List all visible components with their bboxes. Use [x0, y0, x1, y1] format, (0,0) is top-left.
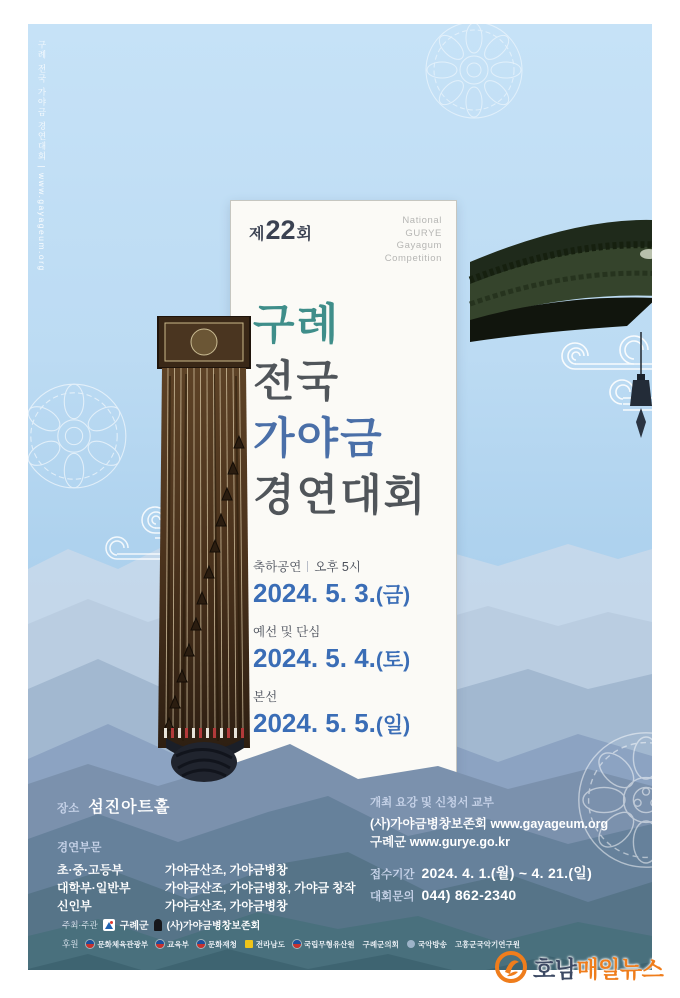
division-row [57, 879, 356, 897]
org-name: (사)가야금병창보존회 [370, 817, 488, 831]
org-name: 구례군 [370, 835, 407, 849]
poster [28, 24, 652, 970]
taegeuk-logo-icon [156, 940, 164, 948]
application-org-line [370, 815, 608, 833]
day-text: (토) [375, 649, 411, 672]
sponsor-name: 문화재청 [207, 939, 237, 949]
contact-value: 044) 862-2340 [421, 887, 517, 903]
application-info [370, 794, 608, 904]
jeonnam-logo-icon [245, 940, 253, 948]
day-text: (일) [375, 714, 411, 737]
application-org-line [370, 833, 608, 851]
organizers [62, 917, 520, 950]
edition-number: 22 [265, 215, 296, 245]
schedule-label-text: 축하공연 [253, 560, 302, 574]
day-text: (금) [375, 584, 411, 607]
sponsor-item [86, 939, 148, 950]
sponsor-item [363, 939, 399, 950]
sponsor-item [156, 939, 189, 950]
sponsor-name: 고흥군국악기연구원 [454, 939, 521, 949]
host-name: (사)가야금병창보존회 [166, 921, 261, 932]
venue-and-divisions [57, 794, 356, 915]
host-row [62, 917, 520, 932]
division-genres: 가야금산조, 가야금병창 [165, 899, 288, 913]
news-logo-icon [494, 950, 528, 984]
edition-label [249, 215, 312, 246]
news-watermark-text [533, 951, 663, 984]
panel-header [249, 215, 442, 265]
hanok-roof-image [455, 192, 652, 452]
venue-name: 섬진아트홀 [88, 799, 171, 816]
schedule-label-text: 예선 및 단심 [253, 625, 321, 639]
sponsor-name: 교육부 [167, 939, 189, 949]
title-line-1: 구례 [253, 302, 341, 349]
division-genres: 가야금산조, 가야금병창 [165, 863, 288, 877]
division-genres: 가야금산조, 가야금병창, 가야금 창작 [165, 881, 356, 895]
sponsor-row [62, 938, 520, 950]
division-row [57, 897, 356, 915]
venue-row [57, 794, 356, 817]
sponsor-item [245, 939, 285, 950]
title-line-4: 경연대회 [253, 473, 428, 520]
division-row [57, 861, 356, 879]
gurye-county-logo-icon [103, 919, 115, 931]
date-text: 2024. 5. 4. [253, 643, 376, 673]
period-label: 접수기간 [370, 869, 415, 881]
english-title-line: GURYE [405, 227, 442, 239]
english-title-line: Gayagum [396, 240, 442, 251]
sponsor-item [197, 939, 237, 950]
application-heading: 개최 요강 및 신청서 교부 [370, 797, 494, 809]
english-title-line: Competition [384, 252, 442, 264]
english-title-line: National [402, 215, 442, 226]
contact-label: 대회문의 [370, 891, 415, 903]
schedule-label-text: 본선 [253, 690, 278, 704]
division-name: 대학부·일반부 [57, 881, 131, 895]
venue-label: 장소 [57, 803, 80, 815]
taegeuk-logo-icon [293, 940, 301, 948]
sponsor-item [407, 939, 447, 950]
edition-suffix: 회 [296, 226, 312, 243]
date-text: 2024. 5. 3. [253, 578, 376, 608]
edition-prefix: 제 [249, 226, 265, 243]
division-name: 신인부 [57, 899, 92, 913]
host-name: 구례군 [119, 921, 149, 932]
schedule-sublabel-text: 오후 5시 [314, 560, 361, 574]
date-text: 2024. 5. 5. [253, 708, 376, 738]
sponsor-item [293, 939, 355, 950]
host-role-label: 주최·주관 [62, 919, 98, 930]
period-value: 2024. 4. 1.(월) ~ 4. 21.(일) [421, 865, 593, 881]
org-url: www.gurye.go.kr [409, 835, 510, 849]
org-url: www.gayageum.org [490, 817, 609, 831]
sponsor-role-label: 후원 [62, 939, 79, 949]
sponsor-name: 국악방송 [417, 939, 447, 949]
news-name-accent: 매일뉴스 [576, 955, 664, 982]
news-name-dark: 호남 [533, 955, 577, 982]
title-line-2: 전국 [253, 359, 341, 406]
lotus-mandala-top-icon [424, 24, 524, 120]
taegeuk-logo-icon [86, 940, 94, 948]
division-name: 초·중·고등부 [57, 863, 123, 877]
gayageum-society-logo-icon [154, 919, 162, 931]
application-period-row [370, 863, 608, 883]
english-title [385, 215, 442, 265]
sponsor-name: 문화체육관광부 [97, 939, 149, 949]
gayageum-image [152, 316, 256, 786]
sponsor-item [455, 939, 520, 950]
divisions-table [57, 861, 356, 915]
title-line-3: 가야금 [253, 416, 384, 463]
news-watermark [494, 950, 663, 984]
divisions-heading: 경연부문 [57, 842, 102, 854]
taegeuk-logo-icon [197, 940, 205, 948]
sponsor-name: 전라남도 [255, 939, 285, 949]
sponsor-name: 국립무형유산원 [303, 939, 355, 949]
sponsor-name: 구례군의회 [362, 939, 399, 949]
gugak-broadcast-logo-icon [407, 940, 415, 948]
side-caption: 구례 전국 가야금 경연대회 | www.gayageum.org [37, 40, 47, 272]
contact-row [370, 887, 608, 904]
